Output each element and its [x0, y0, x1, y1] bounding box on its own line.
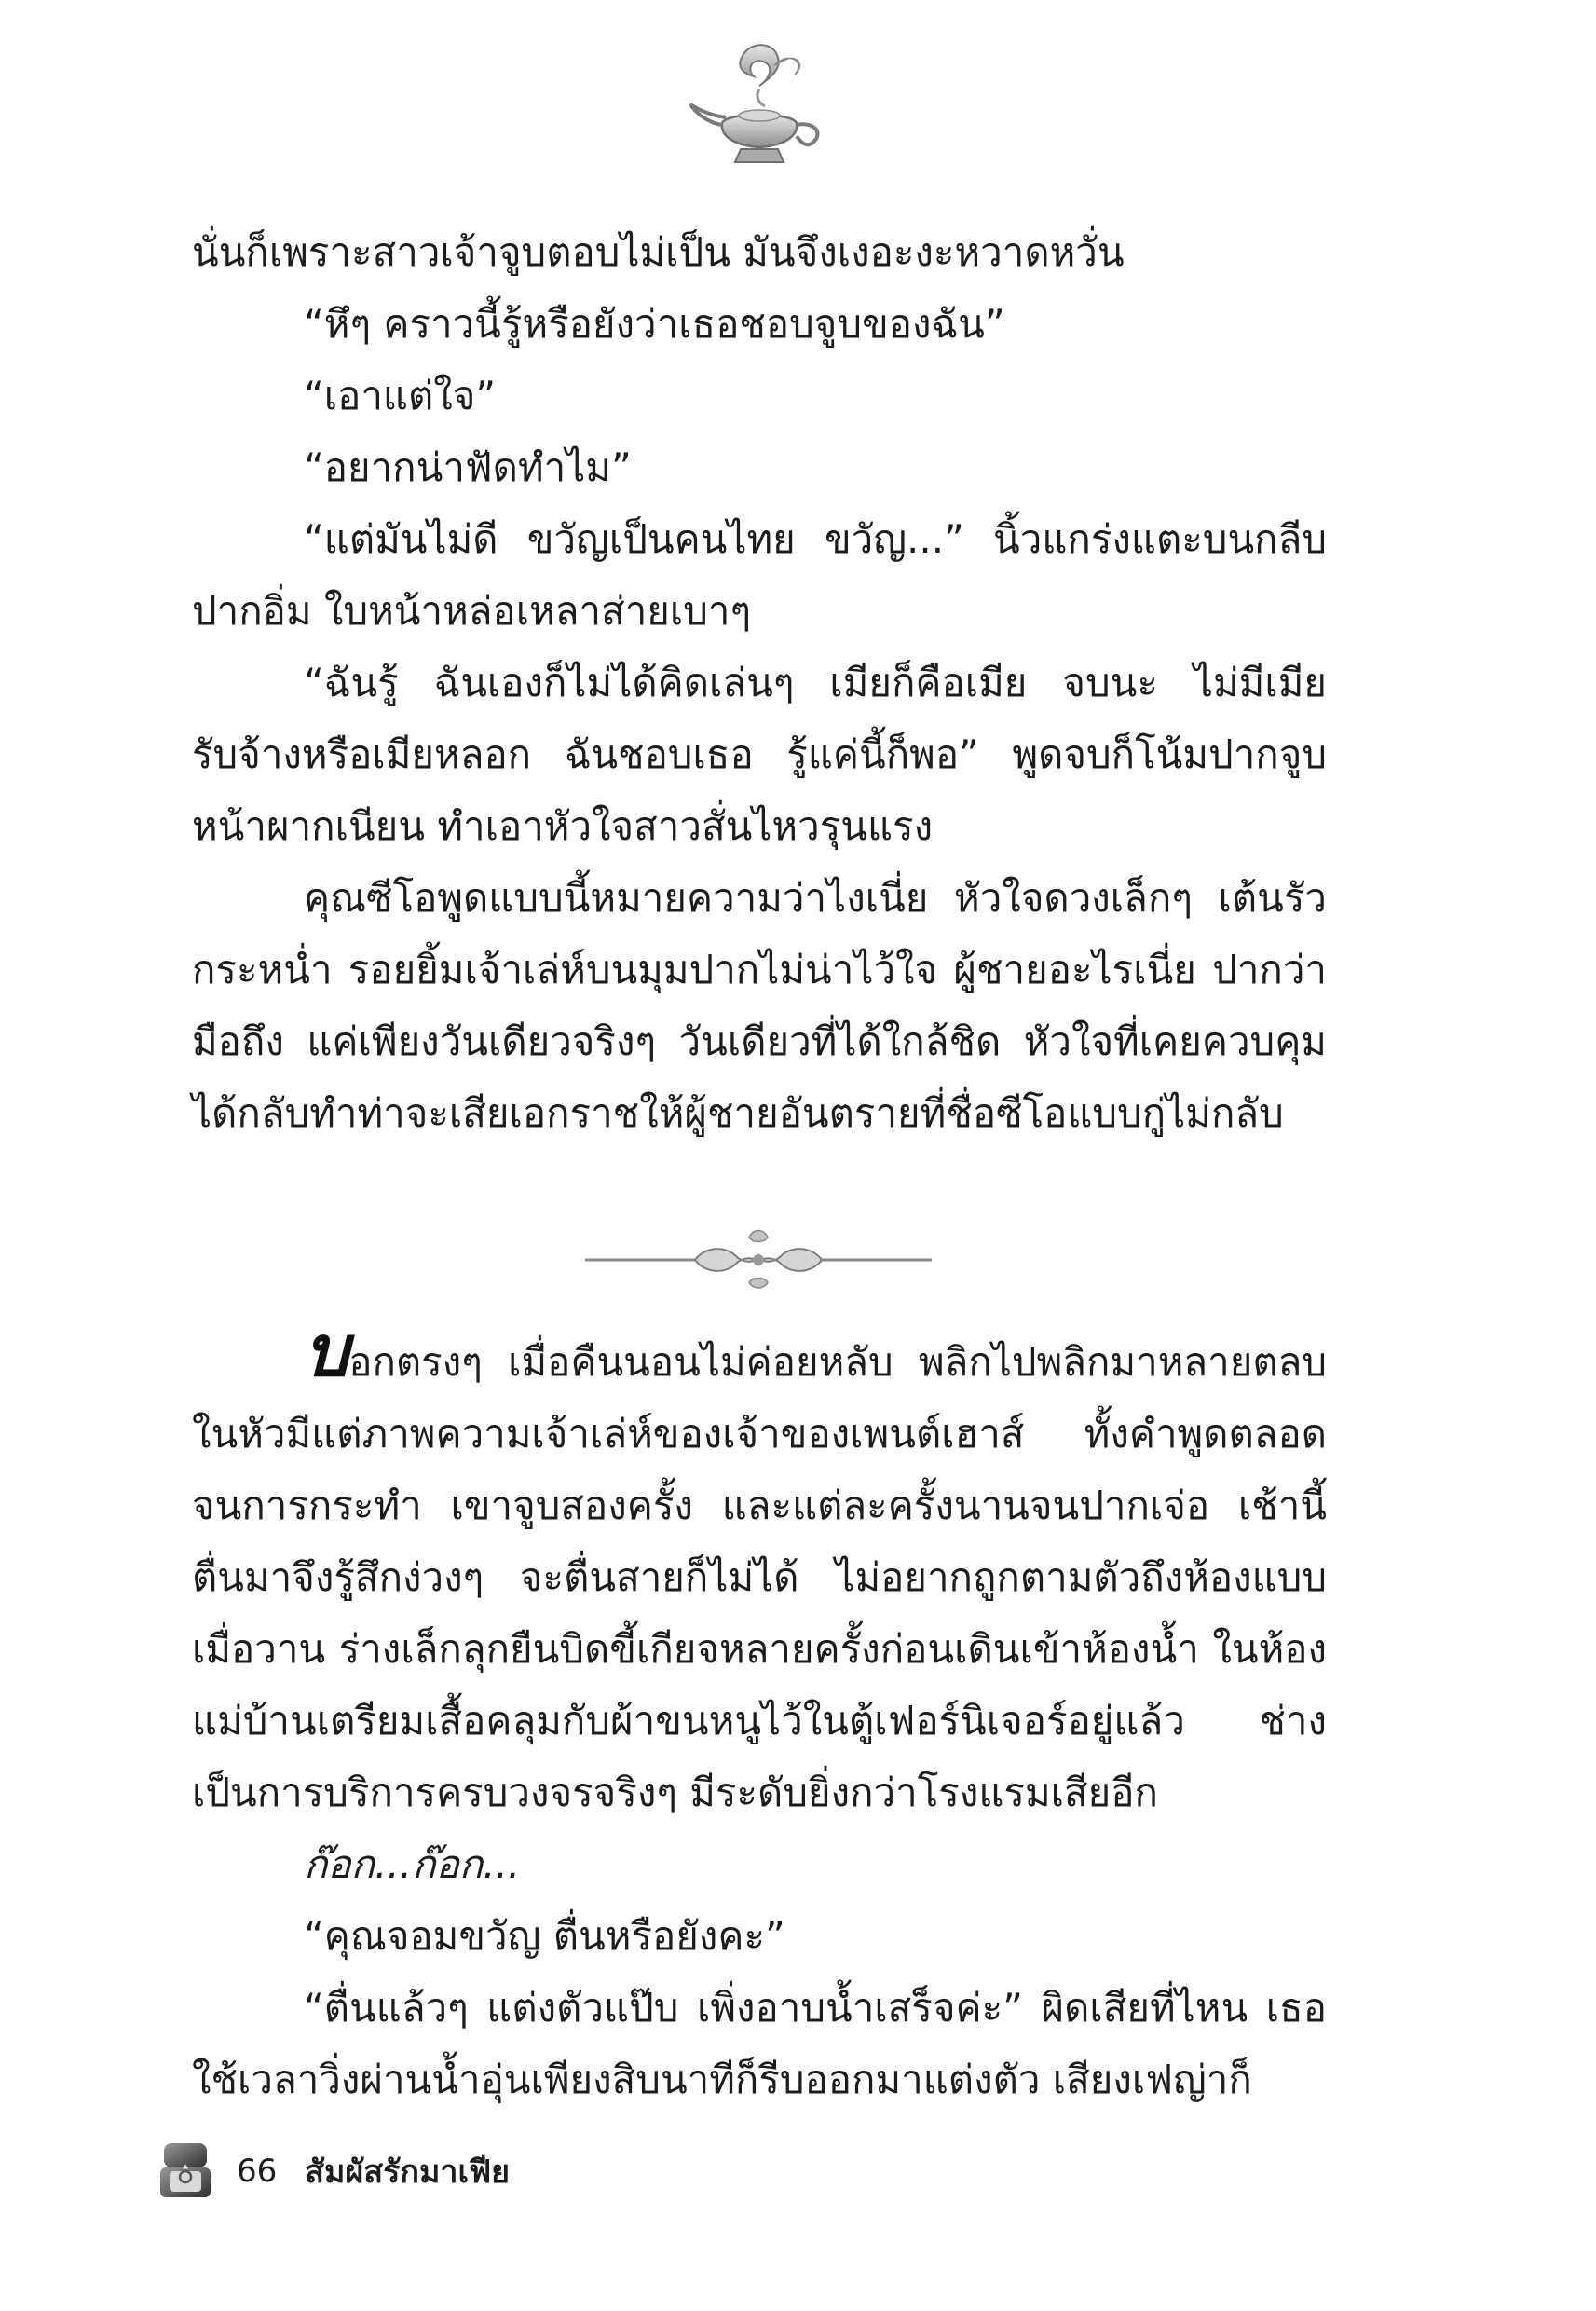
book-title: สัมผัสรักมาเฟีย: [305, 2154, 511, 2191]
paragraph: “ตื่นแล้วๆ แต่งตัวแป๊บ เพิ่งอาบน้ำเสร็จค่ะ” ผิดเสียที่ไหน เธอใช้เวลาวิ่งผ่านน้ำอุ่นเพียงสิบนาทีก็รีบออกมาแต่งตัว เสียงเฟญ่าก็: [192, 1985, 1327, 2102]
text-block-bottom: [192, 1309, 1327, 2115]
paragraph: คุณซีโอพูดแบบนี้หมายความว่าไงเนี่ย หัวใจดวงเล็กๆ เต้นรัวกระหน่ำ รอยยิ้มเจ้าเล่ห์บนมุมปากไม่น่าไว้ใจ ผู้ชายอะไรเนี่ย ปากว่ามือถึง แค่เพียงวันเดียวจริงๆ วันเดียวที่ได้ใกล้ชิด หัวใจที่เคยควบคุมได้กลับทำท่าจะเสียเอกราชให้ผู้ชายอันตรายที่ชื่อซีโอแบบกู่ไม่กลับ: [192, 875, 1327, 1136]
page-footer: [158, 2143, 510, 2199]
paragraph-text: อกตรงๆ เมื่อคืนนอนไม่ค่อยหลับ พลิกไปพลิกมาหลายตลบ ในหัวมีแต่ภาพความเจ้าเล่ห์ของเจ้าของเพนต์เฮาส์ ทั้งคำพูดตลอดจนการกระทำ เขาจูบสองครั้ง และแต่ละครั้งนานจนปากเจ่อ เช้านี้ตื่นมาจึงรู้สึกง่วงๆ จะตื่นสายก็ไม่ได้ ไม่อยากถูกตามตัวถึงห้องแบบเมื่อวาน ร่างเล็กลุกยืนบิดขี้เกียจหลายครั้งก่อนเดินเข้าห้องน้ำ ในห้องแม่บ้านเตรียมเสื้อคลุมกับผ้าขนหนูไว้ในตู้เฟอร์นิเจอร์อยู่แล้ว ช่างเป็นการบริการครบวงจรจริงๆ มีระดับยิ่งกว่าโรงแรมเสียอีก: [192, 1339, 1327, 1815]
page-number: 66: [237, 2153, 278, 2190]
drop-cap: บ: [304, 1309, 349, 1392]
paragraph: “คุณจอมขวัญ ตื่นหรือยังคะ”: [304, 1913, 785, 1959]
ornamental-divider-icon: [585, 1219, 932, 1293]
paragraph: “ฉันรู้ ฉันเองก็ไม่ได้คิดเล่นๆ เมียก็คือเมีย จบนะ ไม่มีเมียรับจ้างหรือเมียหลอก ฉันชอบเธอ รู้แค่นี้ก็พอ” พูดจบก็โน้มปากจูบหน้าผากเนียน ทำเอาหัวใจสาวสั่นไหวรุนแรง: [192, 660, 1327, 849]
genie-lamp-icon: [685, 37, 834, 196]
knock-sound-text: ก๊อก...ก๊อก...: [304, 1841, 521, 1887]
paragraph: “อยากน่าฟัดทำไม”: [304, 444, 632, 490]
paragraph: “แต่มันไม่ดี ขวัญเป็นคนไทย ขวัญ...” นิ้วแกร่งแตะบนกลีบปากอิ่ม ใบหน้าหล่อเหลาส่ายเบาๆ: [192, 516, 1327, 634]
paragraph: [192, 1309, 1327, 1828]
ring-box-icon: [158, 2141, 212, 2201]
paragraph: “เอาแต่ใจ”: [304, 373, 497, 418]
paragraph: นั่นก็เพราะสาวเจ้าจูบตอบไม่เป็น มันจึงเงอะงะหวาดหวั่น: [192, 229, 1125, 275]
text-block-top: [192, 216, 1327, 1149]
paragraph: “หึๆ คราวนี้รู้หรือยังว่าเธอชอบจูบของฉัน”: [304, 301, 1005, 347]
